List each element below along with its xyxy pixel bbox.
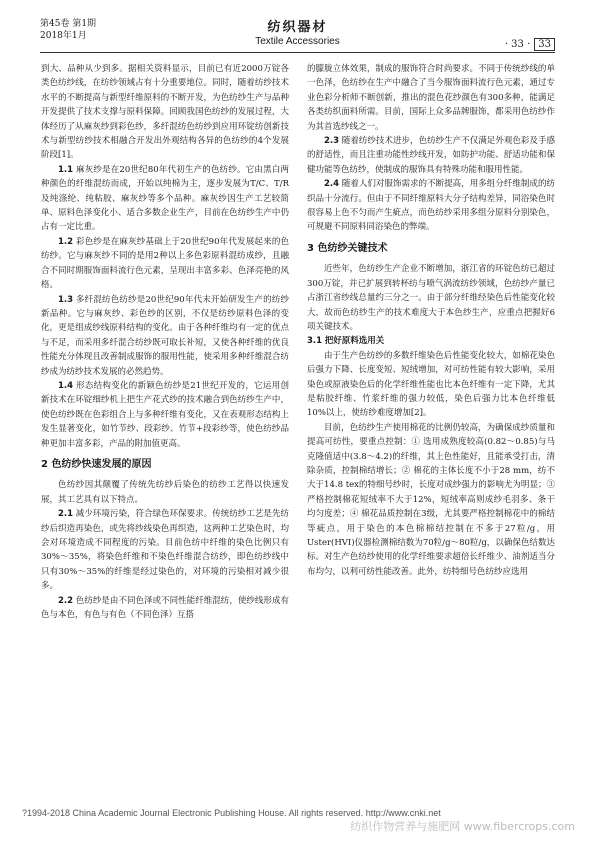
- section-2-1: [41, 507, 289, 593]
- paragraph: 由于生产色纺纱的多数纤维染色后性能变化较大，如棉花染色后强力下降、长度变短、短绒增加，对可纺性能有较大影响，采用染色或原液染色后的化学纤维性能也比本色纤维有一定下降，尤其是粘胶纤维、竹浆纤维的强力较低，染色后强力比本色纤维低10%以上，使纺纱难度增加[2]。: [307, 350, 555, 419]
- paragraph-text: 减少环境污染，符合绿色环保要求。传统纺纱工艺是先纺纱后织造再染色，或先将纱线染色再织造，这两种工艺染色时，均会对环境造成不同程度的污染。目前色纺中纤维的染色比例只有30%～35%，将染色纤维和不染色纤维混合纺纱，即色纺纱线中只有30%～35%的纤维是经过染色的，对环境的污染相对减少很多。: [41, 509, 289, 592]
- paragraph: 目前，色纺纱生产使用棉花的比例仍较高，为确保成纱质量和提高可纺性，要重点控制：① 选用成熟度较高(0.82～0.85)与马克隆值适中(3.8～4.2)的纤维，其上色性能好，且能承受打击，清除杂质，控制棉结增长；② 棉花的主体长度不小于28 mm，纺不大于14.8 tex的特细号纱时，长度对成纱强力的影响尤为明显；③ 严格控制棉花短绒率不大于12%，短绒率高则成纱毛羽多、条干均匀度差；④ 棉花品质控制在3级，尤其要严格控制棉花中的棉结等疵点，用于染色的本色棉棉结控制在不多于27粒/g，用Uster(HVI)仪器检测棉结数为70粒/g～80粒/g，以确保色结数达标。对生产色纺纱使用的化学纤维要求超倍长纤维少、油剂适当分布均匀，以利可纺性能改善。此外，纺特细号色纺纱应选用: [307, 422, 555, 577]
- subsection-number: 3.1: [307, 336, 323, 347]
- watermark: 纺织作物营养与施肥网 www.fibercrops.com: [350, 820, 575, 833]
- volume-issue: 第45卷 第1期: [40, 19, 97, 29]
- copyright-text: ?1994-2018 China Academic Journal Electronic Publishing House. All rights reserved.: [22, 808, 364, 818]
- page-number-box: 33: [534, 38, 555, 51]
- section-2-2: [41, 594, 289, 623]
- cnki-link[interactable]: http://www.cnki.net: [365, 808, 441, 818]
- header-rule: [40, 52, 555, 53]
- paragraph-text: 麻灰纱是在20世纪80年代初生产的色纺纱。它由黑白两种颜色的纤维混纺而成，开始以纯棉为主，逐步发展为T/C、T/R及纯涤纶、纯粘胶、麻灰纱等多个品种。麻灰纱因生产工艺较简单、原料色泽变化小、适合多数企业生产，目前在色纺纱生产中仍占有一定比重。: [41, 164, 290, 233]
- paragraph-text: 形态结构变化的新颖色纺纱是21世纪开发的，它运用创新技术在环锭细纱机上把生产花式纱的技术融合到色纺纱生产中，使色纺纱既在色彩组合上与多种纤维有变化，又在表观形态结构上发生显著变化，如竹节纱、段彩纱、竹节+段彩纱等，使色纺纱品种更加丰富多彩，产品的附加值更高。: [41, 380, 289, 449]
- paragraph-text: 随着纺纱技术进步，色纺纱生产不仅满足外观色彩及手感的舒适性，而且注重功能性纱线开发，如防护功能、舒适功能和保健功能等色纺纱，使制成的服饰具有特殊功能和服用性能。: [307, 136, 555, 175]
- subsection-number: 1.3: [58, 294, 74, 305]
- paragraph-text: 随着人们对服饰需求的不断提高，用多组分纤维制成的纺织品十分流行。但由于不同纤维原料大分子结构差异，同浴染色时很容易上色不匀而产生疵点，而色纺纱采用多组分原料分别染色，可规避不同原料同浴染色的弊端。: [307, 179, 555, 233]
- section-1-4: [41, 379, 289, 451]
- section-2-4: [307, 177, 555, 235]
- subsection-number: 1.2: [58, 236, 74, 247]
- paragraph: 近些年，色纺纱生产企业不断增加，浙江省的环锭色纺已超过300万锭，并已扩展到转杯纺与喷气涡流纺纱领域，色纺纱产量已占浙江省纱线总量约三分之一。由于部分纤维经染色后性能变化较大，故而色纺纱生产的技术难度大于本色纱生产，应重点把握好6项关键技术。: [307, 264, 555, 332]
- subsection-number: 2.3: [324, 136, 340, 147]
- subsection-number: 2.1: [58, 509, 74, 520]
- subsection-number: 1.1: [58, 164, 74, 175]
- section-1-1: [41, 163, 289, 235]
- subsection-number: 2.4: [324, 179, 340, 190]
- section-1-3: [41, 293, 289, 379]
- subsection-title: 把好原料选用关: [324, 336, 385, 347]
- section-2-heading: 2 色纺纱快速发展的原因: [41, 458, 152, 470]
- section-3-heading: 3 色纺纱关键技术: [307, 242, 388, 254]
- paragraph: 的朦胧立体效果，制成的服饰符合时尚要求。不同于传统纱线的单一色泽，色纺纱在生产中融合了当今服饰面料流行色元素，通过专业色彩分析师不断创新，推出的混色花纱颜色有300多种，能满足各类纺织面料所需。目前，国际上众多品牌服饰，都采用色纺纱作为其首选纱线之一。: [307, 64, 555, 132]
- section-1-2: [41, 235, 289, 293]
- page-number: [505, 38, 555, 51]
- section-2-3: [307, 134, 555, 177]
- subsection-number: 2.2: [58, 595, 74, 606]
- journal-masthead: [200, 16, 395, 47]
- right-column: [307, 62, 555, 579]
- paragraph: 色纺纱因其颠覆了传统先纺纱后染色的纺纱工艺得以快速发展，其工艺具有以下特点。: [41, 480, 289, 505]
- journal-title-en: Textile Accessories: [255, 36, 340, 47]
- paragraph-text: 色纺纱是由不同色泽或不同性能纤维混纺，使纱线形成有色与本色，有色与有色（不同色泽）互搭: [41, 595, 289, 621]
- paragraph-text: 彩色纱是在麻灰纱基础上于20世纪90年代发展起来的色纺纱。它与麻灰纱不同的是用2种以上多色彩原料混纺成纱，且融合不同时期服饰面料流行色元素，呈现出丰富多彩、色泽亮艳的风格。: [41, 236, 290, 291]
- section-3-1-heading: [307, 334, 555, 348]
- journal-logo: 纺织器材: [267, 20, 328, 35]
- left-column: [41, 62, 289, 622]
- issue-info: [40, 18, 96, 42]
- paragraph: 到大、品种从少到多。据相关资料显示，目前已有近2000万锭各类色纺纱线，在纺纱领域占有十分重要地位。同时，随着纺纱技术水平的不断提高与新型纤维原料的不断开发，为色纺纱生产与品种开发提供了技术支撑与原料保障。回顾我国色纺纱的发展过程，大体经历了从麻灰纱到彩色纱，多纤混纺色纺纱到应用环锭纺创新技术与新型纺纱技术相融合开发出外观结构各异的色纺纱的4个发展阶段[1]。: [41, 64, 289, 161]
- publication-date: 2018年1月: [40, 31, 87, 41]
- page-number-plain: · 33 ·: [504, 39, 531, 50]
- subsection-number: 1.4: [58, 380, 74, 391]
- copyright-footer: [22, 808, 441, 818]
- paragraph-text: 多纤混纺色纺纱是20世纪90年代末开始研发生产的纺纱新品种。它与麻灰纱、彩色纱的区别，不仅是纺纱原料色泽的变化，更是组成纱线原料结构的变化。由于各种纤维均有一定的优点与不足，而采用多纤混合纺纱既可取长补短，又使各种纤维的优良性能充分体现且改善制成服饰的服用性能，使采用多种纤维混合纺纱成为纺纱技术发展的必然趋势。: [41, 294, 290, 377]
